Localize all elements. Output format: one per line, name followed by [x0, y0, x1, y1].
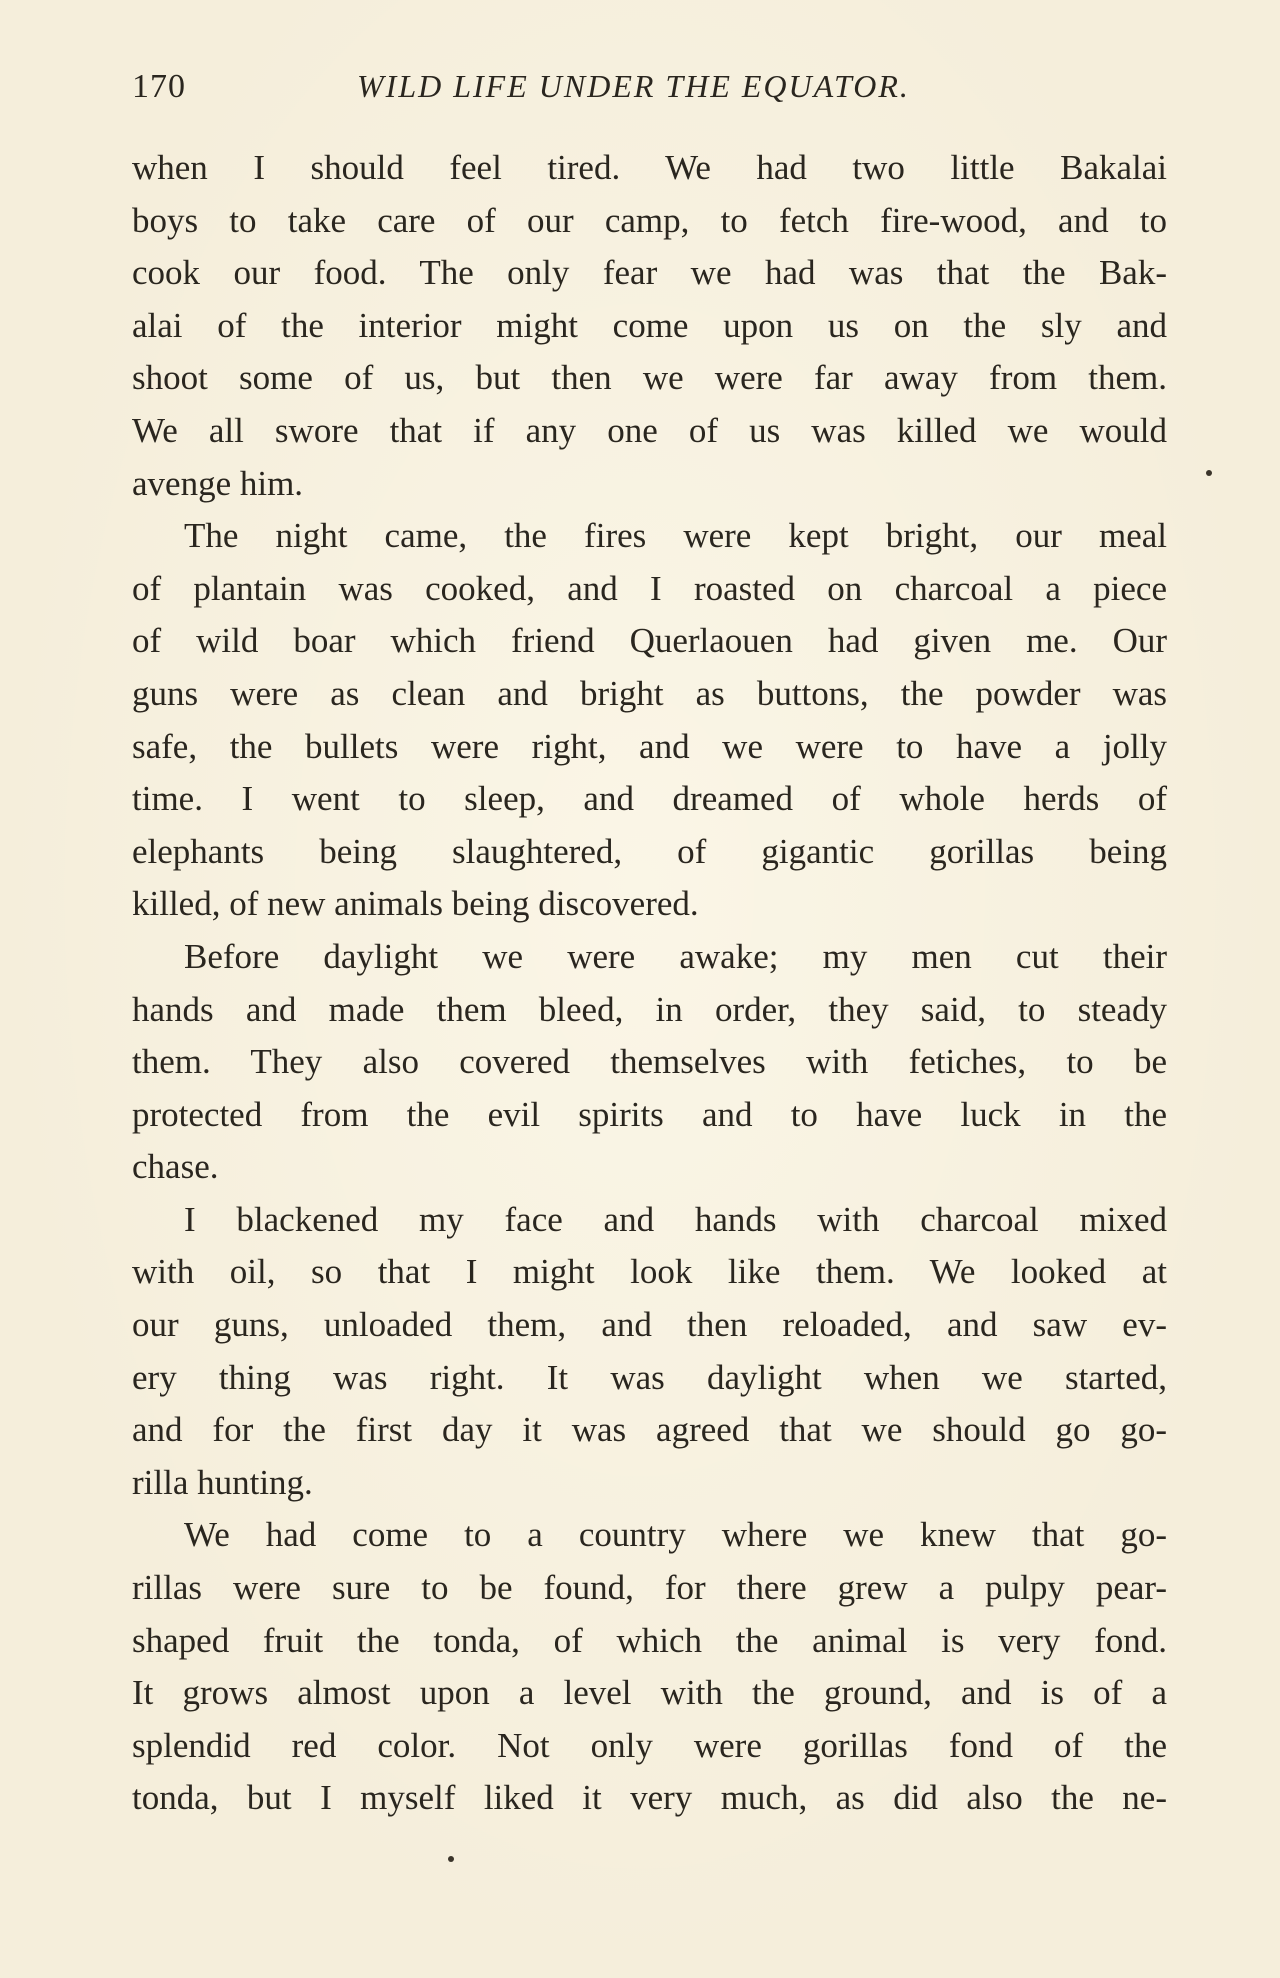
- ink-speck: [448, 1856, 454, 1862]
- running-head: [132, 68, 1167, 118]
- text-line: our guns, unloaded them, and then reloaded, and saw ev-: [132, 1305, 1167, 1345]
- page-number: 170: [132, 68, 186, 105]
- paragraph-start-line: We had come to a country where we knew that go-: [184, 1515, 1167, 1555]
- text-line: tonda, but I myself liked it very much, as did also the ne-: [132, 1778, 1167, 1818]
- text-line: of plantain was cooked, and I roasted on charcoal a piece: [132, 568, 1167, 608]
- text-line: rilla hunting.: [132, 1462, 313, 1502]
- text-line: them. They also covered themselves with fetiches, to be: [132, 1042, 1167, 1082]
- text-line: time. I went to sleep, and dreamed of whole herds of: [132, 779, 1167, 819]
- text-line: guns were as clean and bright as buttons, the powder was: [132, 673, 1167, 713]
- text-line: safe, the bullets were right, and we were to have a jolly: [132, 726, 1167, 766]
- text-line: elephants being slaughtered, of gigantic gorillas being: [132, 831, 1167, 871]
- text-line: hands and made them bleed, in order, they said, to steady: [132, 989, 1167, 1029]
- text-line: cook our food. The only fear we had was that the Bak-: [132, 253, 1167, 293]
- text-line: shaped fruit the tonda, of which the animal is very fond.: [132, 1620, 1167, 1660]
- text-line: protected from the evil spirits and to have luck in the: [132, 1094, 1167, 1134]
- text-line: splendid red color. Not only were gorillas fond of the: [132, 1725, 1167, 1765]
- text-line: chase.: [132, 1147, 219, 1187]
- text-line: of wild boar which friend Querlaouen had given me. Our: [132, 621, 1167, 661]
- text-line: rillas were sure to be found, for there grew a pulpy pear-: [132, 1568, 1167, 1608]
- running-title: WILD LIFE UNDER THE EQUATOR.: [357, 68, 910, 104]
- paragraph-start-line: Before daylight we were awake; my men cut their: [184, 936, 1167, 976]
- paragraph-start-line: I blackened my face and hands with charcoal mixed: [184, 1199, 1167, 1239]
- text-line: boys to take care of our camp, to fetch fire-wood, and to: [132, 200, 1167, 240]
- text-line: It grows almost upon a level with the ground, and is of a: [132, 1673, 1167, 1713]
- text-line: with oil, so that I might look like them. We looked at: [132, 1252, 1167, 1292]
- body-text: [132, 142, 1167, 1825]
- text-line: when I should feel tired. We had two little Bakalai: [132, 148, 1167, 187]
- text-line: and for the first day it was agreed that we should go go-: [132, 1410, 1167, 1450]
- ink-speck: [1206, 470, 1212, 476]
- text-line: alai of the interior might come upon us on the sly and: [132, 305, 1167, 345]
- text-line: We all swore that if any one of us was killed we would: [132, 410, 1167, 450]
- paragraph-start-line: The night came, the fires were kept bright, our meal: [184, 516, 1167, 556]
- text-line: killed, of new animals being discovered.: [132, 884, 699, 924]
- text-line: avenge him.: [132, 463, 304, 503]
- text-line: shoot some of us, but then we were far away from them.: [132, 358, 1167, 398]
- text-line: ery thing was right. It was daylight when we started,: [132, 1357, 1167, 1397]
